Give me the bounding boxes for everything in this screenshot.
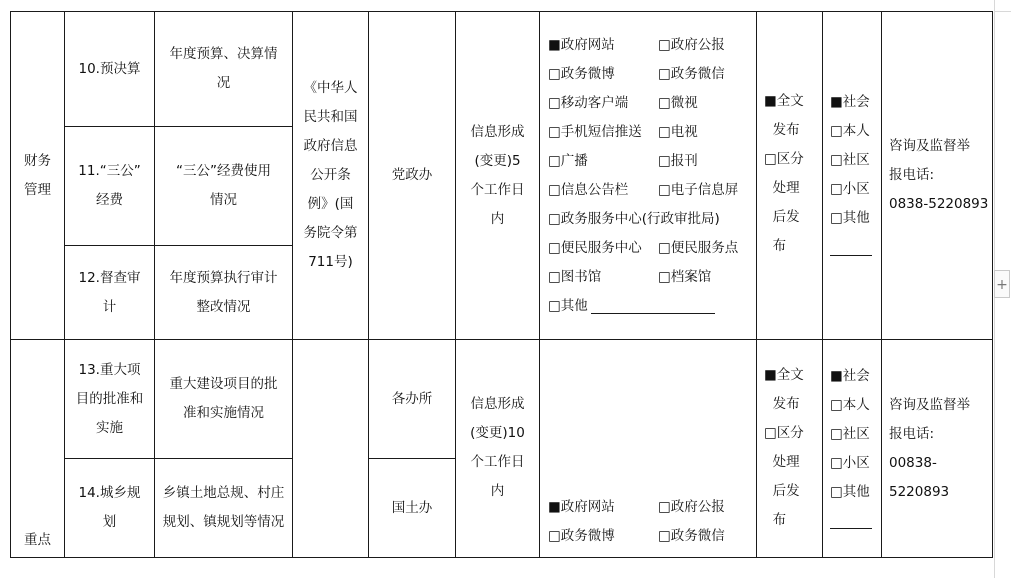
- option-label: 社会: [842, 94, 870, 110]
- checkbox-option[interactable]: [548, 296, 588, 316]
- unchecked-box-icon[interactable]: □: [658, 528, 671, 544]
- unchecked-box-icon[interactable]: □: [548, 240, 561, 256]
- publish-label: 区分 处理 后发 布: [772, 425, 804, 528]
- time-limit: 信息形成 (变更)5 个工作日 内: [470, 123, 525, 227]
- checkbox-option[interactable]: [548, 180, 628, 200]
- option-label: 政府网站: [560, 37, 615, 53]
- other-underline: [591, 313, 715, 314]
- checkbox-option[interactable]: [658, 35, 725, 55]
- unchecked-box-icon[interactable]: □: [764, 425, 777, 441]
- unchecked-box-icon[interactable]: □: [830, 181, 843, 197]
- col-divider: [822, 11, 823, 558]
- checkbox-option[interactable]: [548, 267, 601, 287]
- item-name: 10.预决算: [78, 60, 141, 77]
- time-limit: 信息形成 (变更)10 个工作日 内: [470, 396, 525, 499]
- table-border-bottom: [10, 557, 993, 558]
- legal-basis: 《中华人 民共和国 政府信息 公开条 例》(国 务院令第 711号): [303, 80, 358, 270]
- checkbox-option[interactable]: [830, 482, 870, 502]
- checkbox-option[interactable]: [830, 150, 870, 170]
- option-label: 小区: [842, 181, 870, 197]
- content-cell: [155, 246, 292, 339]
- option-label: 本人: [842, 397, 870, 413]
- dept-cell: [369, 459, 455, 557]
- checkbox-option[interactable]: [548, 238, 642, 258]
- unchecked-box-icon[interactable]: □: [658, 499, 671, 515]
- option-label: 政府公报: [670, 499, 725, 515]
- contact-cell: [882, 340, 992, 557]
- checkbox-option[interactable]: [830, 121, 870, 141]
- option-label: 政府公报: [670, 37, 725, 53]
- dept-party-office: 党政办: [391, 167, 433, 183]
- item-cell: [65, 246, 154, 339]
- checked-box-icon[interactable]: ■: [764, 367, 777, 383]
- unchecked-box-icon[interactable]: □: [548, 182, 561, 198]
- checkbox-option[interactable]: [830, 92, 870, 112]
- option-label: 报刊: [670, 153, 698, 169]
- content-text: “三公”经费使用 情况: [176, 163, 271, 208]
- col-divider: [756, 11, 757, 558]
- unchecked-box-icon[interactable]: □: [658, 66, 671, 82]
- scope-other-underline: [830, 255, 872, 256]
- unchecked-box-icon[interactable]: □: [658, 153, 671, 169]
- category-finance: 财务 管理: [24, 152, 51, 198]
- content-text: 年度预算、决算情 况: [169, 46, 278, 91]
- checkbox-option[interactable]: [548, 122, 642, 142]
- checkbox-option[interactable]: [548, 151, 588, 171]
- checked-box-icon[interactable]: ■: [830, 368, 843, 384]
- checkbox-option[interactable]: [658, 122, 698, 142]
- content-text: 乡镇土地总规、村庄 规划、镇规划等情况: [162, 485, 285, 530]
- option-label: 电视: [670, 124, 698, 140]
- item-cell: [65, 127, 154, 245]
- option-label: 信息公告栏: [560, 182, 629, 198]
- dept-offices: 各办所: [391, 390, 433, 407]
- checkbox-option[interactable]: [548, 209, 720, 229]
- unchecked-box-icon[interactable]: □: [548, 269, 561, 285]
- col-divider: [539, 11, 540, 558]
- unchecked-box-icon[interactable]: □: [658, 182, 671, 198]
- unchecked-box-icon[interactable]: □: [658, 240, 671, 256]
- content-cell: [155, 12, 292, 126]
- item-cell: [65, 340, 154, 458]
- unchecked-box-icon[interactable]: □: [548, 528, 561, 544]
- unchecked-box-icon[interactable]: □: [548, 95, 561, 111]
- unchecked-box-icon[interactable]: □: [830, 123, 843, 139]
- item-name: 13.重大项 目的批准和 实施: [75, 361, 144, 436]
- unchecked-box-icon[interactable]: □: [830, 426, 843, 442]
- option-label: 本人: [842, 123, 870, 139]
- unchecked-box-icon[interactable]: □: [548, 124, 561, 140]
- checked-box-icon[interactable]: ■: [548, 37, 561, 53]
- time-cell: [456, 390, 539, 510]
- contact-cell: [882, 12, 992, 339]
- content-text: 年度预算执行审计 整改情况: [169, 269, 278, 315]
- content-cell: [155, 127, 292, 245]
- publish-option[interactable]: [764, 145, 804, 261]
- checkbox-option[interactable]: [830, 208, 870, 228]
- checked-box-icon[interactable]: ■: [764, 93, 777, 109]
- option-label: 其他: [842, 484, 870, 500]
- option-label: 手机短信推送: [560, 124, 642, 140]
- unchecked-box-icon[interactable]: □: [658, 124, 671, 140]
- item-name: 11.“三公” 经费: [78, 163, 141, 208]
- dept-cell: [369, 12, 455, 339]
- item-name: 12.督查审 计: [78, 269, 141, 315]
- option-label: 图书馆: [560, 269, 602, 285]
- option-label: 政务微博: [560, 66, 615, 82]
- option-label: 档案馆: [670, 269, 712, 285]
- unchecked-box-icon[interactable]: □: [548, 298, 561, 314]
- unchecked-box-icon[interactable]: □: [548, 153, 561, 169]
- checked-box-icon[interactable]: ■: [830, 94, 843, 110]
- page-margin-line: [994, 11, 1011, 12]
- option-label: 社区: [842, 426, 870, 442]
- unchecked-box-icon[interactable]: □: [830, 397, 843, 413]
- publish-option[interactable]: [764, 361, 804, 419]
- checkbox-option[interactable]: [658, 180, 738, 200]
- checkbox-option[interactable]: [658, 267, 711, 287]
- scope-other-underline: [830, 528, 872, 529]
- unchecked-box-icon[interactable]: □: [764, 151, 777, 167]
- unchecked-box-icon[interactable]: □: [548, 211, 561, 227]
- unchecked-box-icon[interactable]: □: [830, 455, 843, 471]
- checkbox-option[interactable]: [658, 526, 725, 546]
- item-name: 14.城乡规 划: [78, 485, 141, 530]
- checkbox-option[interactable]: [830, 366, 870, 386]
- checkbox-option[interactable]: [658, 497, 725, 517]
- unchecked-box-icon[interactable]: □: [830, 210, 843, 226]
- publish-label: 全文 发布: [772, 367, 804, 412]
- option-label: 广播: [560, 153, 588, 169]
- unchecked-box-icon[interactable]: □: [830, 152, 843, 168]
- option-label: 便民服务点: [670, 240, 739, 256]
- category-cell: [11, 12, 64, 339]
- publish-label: 全文 发布: [772, 93, 804, 138]
- publish-option[interactable]: [764, 419, 804, 535]
- option-label: 政务微博: [560, 528, 615, 544]
- add-column-button[interactable]: +: [994, 270, 1010, 298]
- checkbox-option[interactable]: [830, 395, 870, 415]
- unchecked-box-icon[interactable]: □: [830, 484, 843, 500]
- checkbox-option[interactable]: [548, 35, 615, 55]
- option-label: 政府网站: [560, 499, 615, 515]
- dept-land-office: 国土办: [391, 499, 433, 516]
- unchecked-box-icon[interactable]: □: [658, 95, 671, 111]
- content-text: 重大建设项目的批 准和实施情况: [169, 376, 278, 421]
- checkbox-option[interactable]: [658, 238, 738, 258]
- unchecked-box-icon[interactable]: □: [658, 37, 671, 53]
- option-label: 政务微信: [670, 528, 725, 544]
- contact-info: 咨询及监督举 报电话: 0838-5220893: [889, 138, 989, 212]
- checkbox-option[interactable]: [658, 64, 725, 84]
- option-label: 小区: [842, 455, 870, 471]
- checkbox-option[interactable]: [830, 179, 870, 199]
- checkbox-option[interactable]: [548, 526, 615, 546]
- option-label: 其他: [560, 298, 588, 314]
- option-label: 政务服务中心(行政审批局): [560, 211, 720, 227]
- item-cell: [65, 12, 154, 126]
- option-label: 其他: [842, 210, 870, 226]
- checked-box-icon[interactable]: ■: [548, 499, 561, 515]
- checkbox-option[interactable]: [830, 424, 870, 444]
- time-cell: [456, 12, 539, 339]
- content-cell: [155, 340, 292, 458]
- table-border-right: [992, 11, 993, 558]
- checkbox-option[interactable]: [830, 453, 870, 473]
- option-label: 微视: [670, 95, 698, 111]
- option-label: 社区: [842, 152, 870, 168]
- checkbox-option[interactable]: [658, 151, 698, 171]
- option-label: 移动客户端: [560, 95, 629, 111]
- dept-cell: [369, 340, 455, 458]
- category-cell: [11, 340, 64, 555]
- category-key: 重点: [24, 532, 51, 548]
- item-cell: [65, 459, 154, 557]
- checkbox-option[interactable]: [548, 93, 628, 113]
- option-label: 社会: [842, 368, 870, 384]
- option-label: 便民服务中心: [560, 240, 642, 256]
- unchecked-box-icon[interactable]: □: [548, 66, 561, 82]
- checkbox-option[interactable]: [658, 93, 698, 113]
- checkbox-option[interactable]: [548, 64, 615, 84]
- publish-label: 区分 处理 后发 布: [772, 151, 804, 254]
- unchecked-box-icon[interactable]: □: [658, 269, 671, 285]
- basis-cell: [293, 12, 368, 339]
- option-label: 电子信息屏: [670, 182, 739, 198]
- option-label: 政务微信: [670, 66, 725, 82]
- checkbox-option[interactable]: [548, 497, 615, 517]
- content-cell: [155, 459, 292, 557]
- contact-info: 咨询及监督举 报电话: 00838-5220893: [889, 396, 970, 500]
- publish-option[interactable]: [764, 87, 804, 145]
